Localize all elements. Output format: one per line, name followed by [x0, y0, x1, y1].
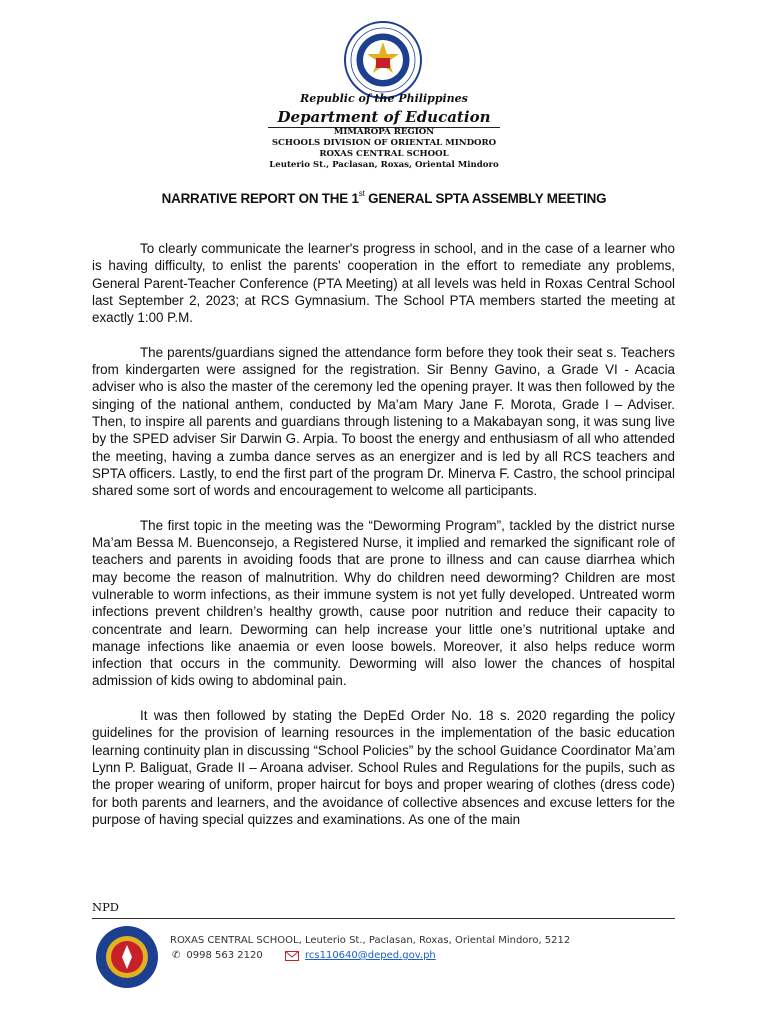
deped-seal-logo — [343, 20, 423, 100]
footer-phone-row — [172, 950, 263, 961]
footer-rule — [92, 918, 675, 919]
paragraph: The parents/guardians signed the attendance form before they took their seat s. Teachers from kindergarten were assigned for the registration. Sir Benny Gavino, a Grade VI - Acacia adviser who is also the master of the ceremony led the opening prayer. It was then followed by the singing of the national anthem, conducted by Ma’am Mary Jane F. Morota, Grade I – Adviser. Then, to inspire all parents and guardians through listening to a Makabayan song, it was sung live by the SPED adviser Sir Darwin G. Arpia. To boost the energy and enthusiasm of all who attended the meeting, having a zumba dance serves as an energizer and is led by all RCS teachers and SPTA officers. Lastly, to end the first part of the program Dr. Minerva F. Castro, the school principal shared some sort of words and encouragement to welcome all participants. — [92, 344, 675, 499]
report-body — [92, 240, 675, 845]
paragraph: The first topic in the meeting was the “Deworming Program”, tackled by the district nurse Ma’am Bessa M. Buenconsejo, a Registered Nurse, it implied and remarked the significant role of teachers and parents in avoiding foods that are prone to illness and can cause diarrhea which may become the reason of malnutrition. Why do children need deworming? Children are most vulnerable to worm infections, as their immune system is not yet fully developed. Untreated worm infections prevent children’s healthy growth, cause poor nutrition and reduce their capacity to concentrate and learn. Deworming can help increase your little one’s nutritional uptake and manage infections like anaemia or even loose bowels. Moreover, it also helps reduce worm infection that occurs in the community. Deworming will also lower the chances of hospital admission of kids owing to abdominal pain. — [92, 517, 675, 689]
mail-icon — [285, 951, 299, 961]
republic-line: Republic of the Philippines — [300, 92, 468, 105]
phone-icon: ✆ — [172, 950, 181, 961]
paragraph: To clearly communicate the learner's progress in school, and in the case of a learner who is having difficulty, to enlist the parents' cooperation in the effort to remediate any problems, General Parent-Teacher Conference (PTA Meeting) at all levels was held in Roxas Central School last September 2, 2023; at RCS Gymnasium. The School PTA members started the meeting at exactly 1:00 P.M. — [92, 241, 675, 326]
footer-email-link[interactable]: rcs110640@deped.gov.ph — [305, 950, 436, 961]
division-line: SCHOOLS DIVISION OF ORIENTAL MINDORO — [271, 138, 497, 148]
address-line: Leuterio St., Paclasan, Roxas, Oriental Mindoro — [269, 160, 499, 170]
npd-initials: NPD — [92, 900, 120, 914]
footer-phone: 0998 563 2120 — [186, 950, 263, 961]
footer-address: ROXAS CENTRAL SCHOOL, Leuterio St., Paclasan, Roxas, Oriental Mindoro, 5212 — [170, 935, 571, 946]
paragraph: It was then followed by stating the DepEd Order No. 18 s. 2020 regarding the policy guidelines for the provision of learning resources in the implementation of the basic education learning continuity plan in discussing “School Policies” by the school Guidance Coordinator Ma’am Lynn P. Baliguat, Grade II – Aroana adviser. School Rules and Regulations for the pupils, such as the proper wearing of uniform, proper haircut for boys and proper wearing of clothes (dress code) for both parents and learners, and the avoidance of collective absences and excuse letters for the purpose of having special quizzes and examinations. As one of the main — [92, 708, 675, 827]
region-line: MIMAROPA REGION — [333, 127, 435, 137]
department-line: Department of Education — [277, 108, 491, 126]
school-line: ROXAS CENTRAL SCHOOL — [319, 149, 449, 159]
footer-email-row — [285, 950, 436, 961]
school-logo — [94, 924, 160, 990]
report-title: NARRATIVE REPORT ON THE 1st GENERAL SPTA ASSEMBLY MEETING — [161, 189, 607, 206]
